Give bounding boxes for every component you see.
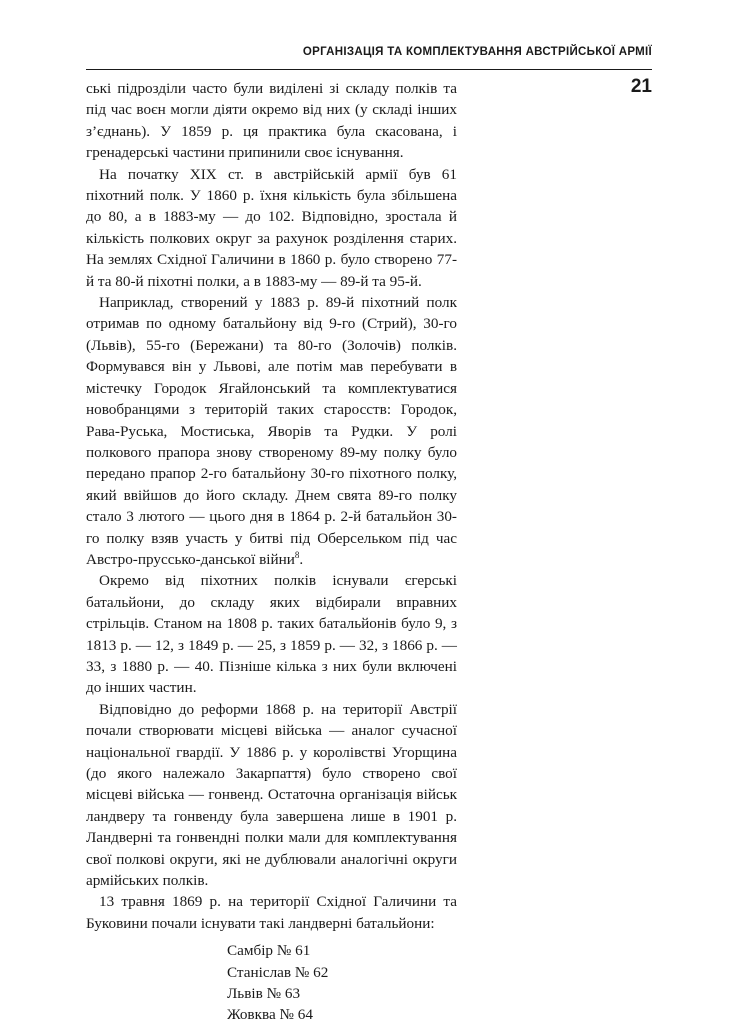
list-item: Жовква № 64 <box>227 1006 313 1024</box>
battalion-list <box>227 940 457 1026</box>
paragraph-5: Відповідно до реформи 1868 р. на території Австрії почали створювати місцеві війська — аналог сучасної національної гвардії. У 1886 р. у королівстві Угорщина (до якого належало Закарпаття) було створено свої місцеві війська — гонвенд. Остаточна організація військ ландверу та гонвенду була завершена лише в 1901 р. Ландверні та гонвендні полки мали для комплектування свої полкові округи, які не дублювали аналогічні округи армійських полків. <box>86 700 457 890</box>
page-number: 21 <box>630 76 652 97</box>
paragraph-1: ські підрозділи часто були виділені зі складу полків та під час воєн могли діяти окремо від них (у складі інших з’єднань). У 1859 р. ця практика була скасована, і гренадерські частини припинили своє існування. <box>86 80 457 162</box>
footnote-marker[interactable]: 8 <box>294 549 300 560</box>
body-text <box>86 78 457 1026</box>
paragraph-6: 13 травня 1869 р. на території Східної Галичини та Буковини почали існувати такі ландверні батальйони: <box>86 893 457 932</box>
running-title: ОРГАНІЗАЦІЯ ТА КОМПЛЕКТУВАННЯ АВСТРІЙСЬКОЇ АРМІЇ <box>302 46 652 58</box>
paragraph-2: На початку ХІХ ст. в австрійській армії був 61 піхотний полк. У 1860 р. їхня кількість була збільшена до 80, а в 1883-му — до 102. Відповідно, зростала й кількість полкових округ за рахунок розділення старих. На землях Східної Галичини в 1860 р. було створено 77-й та 80-й піхотні полки, а в 1883-му — 89-й та 95-й. <box>86 165 457 290</box>
paragraph-3-text: Наприклад, створений у 1883 р. 89-й піхотний полк отримав по одному батальйону від 9-го (Стрий), 30-го (Львів), 55-го (Бережани) та 80-го (Золочів) полків. Формувався він у Львові, але потім мав перебувати в містечку Городок Ягайлонський та комплектуватися новобранцями з територій таких старосств: Городок, Рава-Руська, Мостиська, Яворів та Рудки. У ролі полкового прапора знову створеному 89-му полку було передано прапор 2-го батальйону 30-го піхотного полку, який ввійшов до його складу. Днем свята 89-го полку стало 3 лютого — цього дня в 1864 р. 2-й батальйон 30-го полку взяв участь у битві під Оберсельком під час Австро-пруссько-данської війни <box>86 294 457 568</box>
paragraph-3: Наприклад, створений у 1883 р. 89-й піхотний полк отримав по одному батальйону від 9-го (Стрий), 30-го (Львів), 55-го (Бережани) та 80-го (Золочів) полків. Формувався він у Львові, але потім мав перебувати в містечку Городок Ягайлонський та комплектуватися новобранцями з територій таких старосств: Городок, Рава-Руська, Мостиська, Яворів та Рудки. У ролі полкового прапора знову створеному 89-му полку було передано прапор 2-го батальйону 30-го піхотного полку, який ввійшов до його складу. Днем свята 89-го полку стало 3 лютого — цього дня в 1864 р. 2-й батальйон 30-го полку взяв участь у битві під Оберсельком під час Австро-пруссько-данської війни$^8$. <box>86 294 457 568</box>
header-rule <box>86 69 652 70</box>
paragraph-4: Окремо від піхотних полків існували єгерські батальйони, до складу яких відбирали вправних стрільців. Станом на 1808 р. таких батальйонів було 9, з 1813 р. — 12, з 1849 р. — 25, з 1859 р. — 32, з 1866 р. — 33, з 1880 р. — 40. Пізніше кілька з них були включені до інших частин. <box>86 572 457 697</box>
list-item: Львів № 63 <box>227 985 301 1003</box>
list-item: Самбір № 61 <box>227 942 311 960</box>
list-item: Станіслав № 62 <box>227 963 329 981</box>
